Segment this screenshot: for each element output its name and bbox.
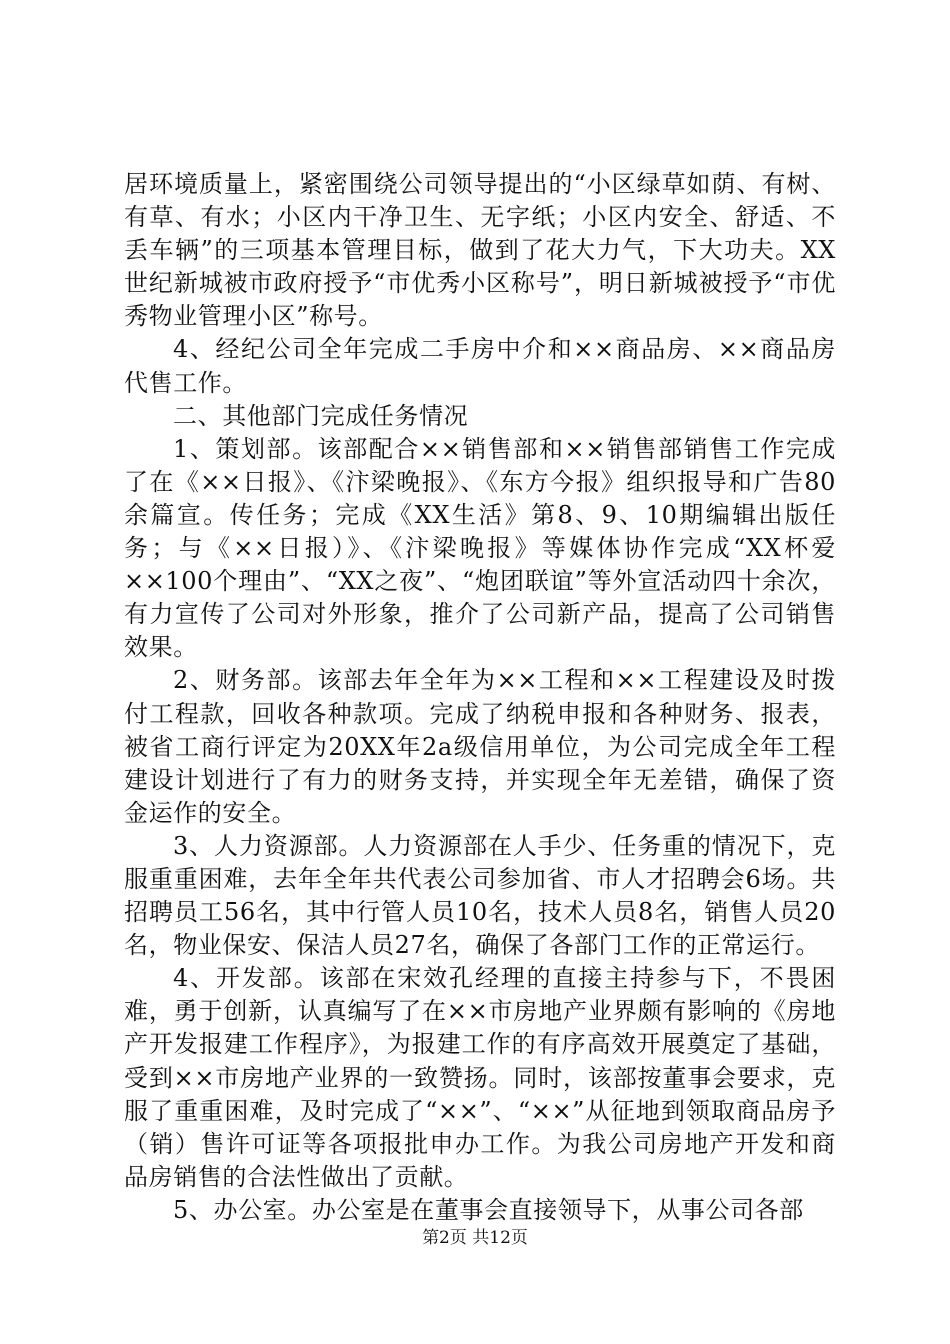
page-footer: 第2页 共12页 [422, 1228, 528, 1248]
paragraph-office: 5、办公室。办公室是在董事会直接领导下，从事公司各部 [173, 1195, 804, 1224]
paragraph-hr-dept: 3、人力资源部。人力资源部在人手少、任务重的情况下，克服重重困难，去年全年共代表公司参加省、市人才招聘会6场。共招聘员工56名，其中行管人员10名，技术人员8名，销售人员20名，物业保安、保洁人员27名，确保了各部门工作的正常运行。 [124, 831, 836, 960]
paragraph-living-environment: 居环境质量上，紧密围绕公司领导提出的“小区绿草如荫、有树、有草、有水；小区内干净卫生、无字纸；小区内安全、舒适、不丢车辆”的三项基本管理目标，做到了花大力气，下大功夫。XX世纪新城被市政府授予“市优秀小区称号”，明日新城被授予“市优秀物业管理小区”称号。 [124, 170, 836, 331]
paragraph-planning-dept: 1、策划部。该部配合××销售部和××销售部销售工作完成了在《××日报》、《汴梁晚报》、《东方今报》组织报导和广告80余篇宣。传任务；完成《XX生活》第8、9、10期编辑出版任务；与《××日报）》、《汴梁晚报》等媒体协作完成“XX杯爱××100个理由”、“XX之夜”、“炮团联谊”等外宣活动四十余次，有力宣传了公司对外形象，推介了公司新产品，提高了公司销售效果。 [124, 434, 836, 662]
document-body [124, 168, 836, 1227]
section-heading-other-departments: 二、其他部门完成任务情况 [173, 401, 469, 430]
paragraph-development-dept: 4、开发部。该部在宋效孔经理的直接主持参与下，不畏困难，勇于创新，认真编写了在××市房地产业界颇有影响的《房地产开发报建工作程序》，为报建工作的有序高效开展奠定了基础，受到××市房地产业界的一致赞扬。同时，该部按董事会要求，克服了重重困难，及时完成了“××”、“××”从征地到领取商品房予（销）售许可证等各项报批申办工作。为我公司房地产开发和商品房销售的合法性做出了贡献。 [124, 964, 836, 1191]
paragraph-brokerage: 4、经纪公司全年完成二手房中介和××商品房、××商品房代售工作。 [124, 335, 836, 397]
paragraph-finance-dept: 2、财务部。该部去年全年为××工程和××工程建设及时拨付工程款，回收各种款项。完成了纳税申报和各种财务、报表，被省工商行评定为20XX年2a级信用单位，为公司完成全年工程建设计划进行了有力的财务支持，并实现全年无差错，确保了资金运作的安全。 [124, 666, 836, 827]
